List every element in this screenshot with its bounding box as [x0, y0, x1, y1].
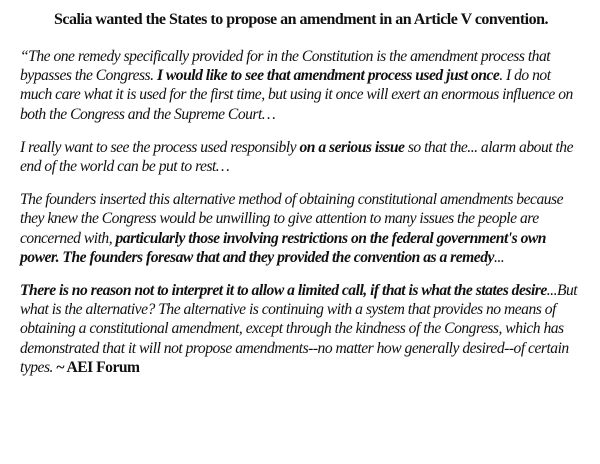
p4-text-1: ...But what is the alternative? The alternative is continuing with a system that provides no means of obtaining a constitutional amendment, except through the kindness of the Congress, which has demonstrated that it will not propose amendments--no matter how generally desired--of certain types. — [20, 282, 578, 376]
quote-paragraph-4 — [20, 281, 582, 377]
p1-emphasis: I would like to see that amendment process used just once — [156, 67, 500, 85]
quote-paragraph-1 — [20, 47, 582, 124]
p1-text-2: . I do not much care what it is used for the first time, but using it once will exert an enormous influence on both the Congress and the Supreme Court… — [20, 67, 573, 123]
document-title: Scalia wanted the States to propose an amendment in an Article V convention. — [53, 11, 548, 28]
p3-emphasis: particularly those involving restrictions on the federal government's own power. The founders foresaw that and they provided the convention as a remedy — [20, 229, 546, 266]
attribution: ~ AEI Forum — [56, 358, 140, 376]
quote-paragraph-2 — [20, 138, 582, 176]
p2-text-1: I really want to see the process used responsibly — [20, 138, 300, 156]
p2-emphasis: on a serious issue — [299, 138, 405, 156]
p3-text-2: ... — [493, 248, 505, 266]
p1-text-1: “The one remedy specifically provided for in the Constitution is the amendment process that bypasses the Congress. — [20, 48, 551, 85]
p4-emphasis: There is no reason not to interpret it to allow a limited call, if that is what the states desire — [20, 282, 547, 300]
quote-paragraph-3 — [20, 190, 582, 267]
p3-text-1: The founders inserted this alternative method of obtaining constitutional amendments because they knew the Congress would be unwilling to give attention to many issues the people are concerned with, — [20, 191, 564, 247]
p2-text-2: so that the... alarm about the end of the world can be put to rest… — [20, 138, 574, 176]
